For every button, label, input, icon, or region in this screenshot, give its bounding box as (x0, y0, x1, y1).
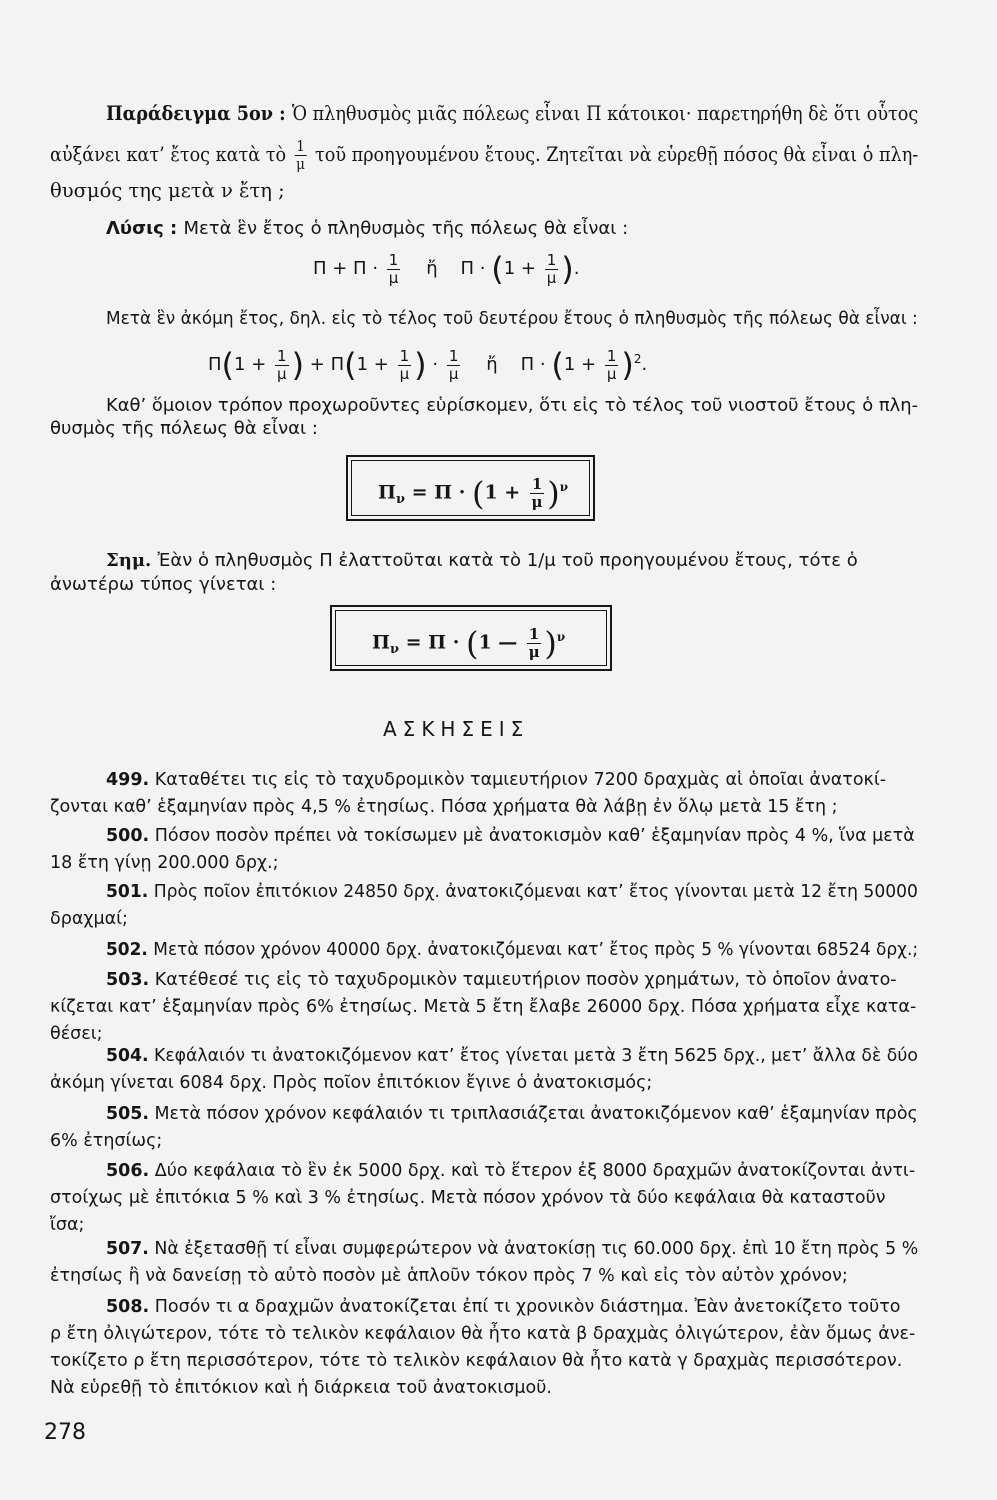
exercise-text: ἀκόμη γίνεται 6084 δρχ. Πρὸς ποῖον ἐπιτόκιον ἔγινε ὁ ἀνατοκισμός; (50, 1073, 653, 1093)
exercise-text: ἐτησίως ἢ νὰ δανείσῃ τὸ αὐτὸ ποσὸν μὲ ἁπλοῦν τόκον πρὸς 7 % καὶ εἰς τὸν αὐτὸν χρόνον; (50, 1266, 848, 1286)
exercise-item (106, 967, 897, 993)
exercise-number: 501. (106, 882, 149, 902)
exercise-text: Νὰ εὑρεθῇ τὸ ἐπιτόκιον καὶ ἡ διάρκεια τοῦ ἀνατοκισμοῦ. (50, 1378, 552, 1398)
exercise-line (50, 1263, 848, 1289)
formula-box-growth (346, 455, 595, 521)
exercise-number: 503. (106, 970, 150, 990)
exercise-line (50, 1021, 103, 1047)
exercise-text: ρ ἔτη ὀλιγώτερον, τότε τὸ τελικὸν κεφάλαιον θὰ ἦτο κατὰ β δραχμὰς ὀλιγώτερον, ἐὰν ὅμως ἀνε- (50, 1324, 916, 1344)
note-line-1: Σημ. Ἐὰν ὁ πληθυσμὸς Π ἐλαττοῦται κατὰ τὸ 1/μ τοῦ προηγουμένου ἔτους, τότε ὁ (106, 550, 858, 571)
exercise-text: ἴσα; (50, 1215, 85, 1235)
formula-year-two: Π(1 + $\frac{1}{\mu}$ ) + Π(1 + $\frac{1}{\mu}$ ) · $\frac{1}{\mu}$ ἤ Π · (1 + $\frac{1}{\mu}$ )$^2$. (208, 346, 648, 384)
exercise-text: Μετὰ πόσον χρόνον κεφάλαιόν τι τριπλασιάζεται ἀνατοκιζόμενον καθ’ ἑξαμηνίαν πρὸς (154, 1104, 918, 1124)
exercise-item (106, 1294, 900, 1320)
exercise-number: 504. (106, 1046, 149, 1066)
exercise-item (106, 1101, 918, 1127)
exercise-text: Πόσον ποσὸν πρέπει νὰ τοκίσωμεν μὲ ἀνατοκισμὸν καθ’ ἑξαμηνίαν πρὸς 4 %, ἵνα μετὰ (154, 826, 915, 846)
exercise-text: Ποσόν τι α δραχμῶν ἀνατοκίζεται ἐπί τι χρονικὸν διάστημα. Ἐὰν ἀνετοκίζετο τοῦτο (154, 1297, 901, 1317)
exercise-line (50, 1321, 915, 1347)
example-label: Παράδειγμα 5ον : (106, 102, 292, 125)
exercise-item (106, 1236, 918, 1262)
exercise-number: 508. (106, 1297, 150, 1317)
solution-line-1: Λύσις : Μετὰ ἓν ἔτος ὁ πληθυσμὸς τῆς πόλεως θὰ εἶναι : (106, 218, 629, 239)
solution-label: Λύσις : (106, 218, 184, 239)
exercise-text: Πρὸς ποῖον ἐπιτόκιον 24850 δρχ. ἀνατοκιζόμεναι κατ’ ἔτος γίνονται μετὰ 12 ἔτη 50000 (153, 882, 918, 902)
page-number: 278 (44, 1420, 86, 1445)
exercise-text: Δύο κεφάλαια τὸ ἓν ἐκ 5000 δρχ. καὶ τὸ ἕτερον ἐξ 8000 δραχμῶν ἀνατοκίζονται ἀντι- (154, 1161, 916, 1181)
exercise-text: Κατέθεσέ τις εἰς τὸ ταχυδρομικὸν ταμιευτήριον ποσὸν χρημάτων, τὸ ὁποῖον ἀνατο- (154, 970, 897, 990)
note-label: Σημ. (106, 550, 158, 571)
exercise-text: ζονται καθ’ ἑξαμηνίαν πρὸς 4,5 % ἐτησίως. Πόσα χρήματα θὰ λάβῃ ἐν ὅλῳ μετὰ 15 ἔτη ; (50, 797, 838, 817)
exercise-line (50, 1375, 552, 1401)
exercise-item (106, 879, 918, 905)
exercise-text: 18 ἔτη γίνῃ 200.000 δρχ.; (50, 853, 279, 873)
exercise-line (50, 1348, 902, 1374)
exercise-line (50, 906, 128, 932)
formula-growth: $\Pi_\nu = \Pi \cdot (1$ + $\frac{1}{\mu}$ )$^\nu$ (378, 474, 569, 513)
exercise-number: 505. (106, 1104, 149, 1124)
exercise-number: 500. (106, 826, 150, 846)
exercise-text: θέσει; (50, 1024, 103, 1044)
exercise-text: Καταθέτει τις εἰς τὸ ταχυδρομικὸν ταμιευτήριον 7200 δραχμὰς αἱ ὁποῖαι ἀνατοκί- (154, 770, 887, 790)
exercise-item (106, 1158, 915, 1184)
exercise-item (106, 823, 915, 849)
exercise-line (50, 1212, 84, 1238)
exercise-text: δραχμαί; (50, 909, 128, 929)
solution-line-3: Καθ’ ὅμοιον τρόπον προχωροῦντες εὑρίσκομεν, ὅτι εἰς τὸ τέλος τοῦ νιοστοῦ ἔτους ὁ πλη- (106, 395, 919, 416)
exercise-item (106, 1043, 918, 1069)
exercise-item (106, 767, 886, 793)
exercise-text: στοίχως μὲ ἐπιτόκια 5 % καὶ 3 % ἐτησίως. Μετὰ πόσον χρόνον τὰ δύο κεφάλαια θὰ καταστοῦν (50, 1188, 886, 1208)
note-line-2: ἀνωτέρω τύπος γίνεται : (50, 574, 277, 595)
exercise-line (50, 1185, 886, 1211)
exercise-item (106, 937, 918, 963)
solution-line-2: Μετὰ ἓν ἀκόμη ἔτος, δηλ. εἰς τὸ τέλος τοῦ δευτέρου ἔτους ὁ πληθυσμὸς τῆς πόλεως θὰ εἶναι : (106, 308, 918, 329)
exercise-line (50, 794, 838, 820)
exercise-line (50, 1128, 162, 1154)
formula-decay: $\Pi_\nu = \Pi \cdot (1$ — $\frac{1}{\mu}$ )$^\nu$ (372, 624, 566, 663)
exercise-text: 6% ἐτησίως; (50, 1131, 163, 1151)
exercise-number: 506. (106, 1161, 150, 1181)
exercise-number: 507. (106, 1239, 149, 1259)
example-line-2: αὐξάνει κατ’ ἔτος κατὰ τὸ $\frac{1}{\mu}$ τοῦ προηγουμένου ἔτους. Ζητεῖται νὰ εὑρεθῇ πόσος θὰ εἶναι ὁ πλη- (50, 137, 919, 173)
fraction-one-over-mu: $\frac{1}{\mu}$ (296, 137, 305, 173)
exercise-text: κίζεται κατ’ ἑξαμηνίαν πρὸς 6% ἐτησίως. Μετὰ 5 ἔτη ἔλαβε 26000 δρχ. Πόσα χρήματα εἶχε κατα- (50, 997, 917, 1017)
exercise-line (50, 1070, 652, 1096)
exercise-text: Μετὰ πόσον χρόνον 40000 δρχ. ἀνατοκιζόμεναι κατ’ ἔτος πρὸς 5 % γίνονται 68524 δρχ.; (153, 940, 919, 960)
formula-year-one: Π + Π · $\frac{1}{\mu}$ ἤ Π · (1 + $\frac{1}{\mu}$ ). (313, 250, 580, 288)
exercise-number: 502. (106, 940, 148, 960)
example-line-3: θυσμός της μετὰ ν ἔτη ; (50, 179, 285, 202)
example-line-1: Παράδειγμα 5ον : Ὁ πληθυσμὸς μιᾶς πόλεως εἶναι Π κάτοικοι· παρετηρήθη δὲ ὅτι οὗτος (106, 102, 919, 125)
exercise-line (50, 850, 279, 876)
exercise-text: Νὰ ἐξετασθῇ τί εἶναι συμφερώτερον νὰ ἀνατοκίσῃ τις 60.000 δρχ. ἐπὶ 10 ἔτη πρὸς 5 % (154, 1239, 919, 1259)
exercise-line (50, 994, 916, 1020)
exercises-heading: ΑΣΚΗΣΕΙΣ (383, 717, 530, 741)
formula-box-decay (330, 605, 612, 671)
solution-line-4: θυσμὸς τῆς πόλεως θὰ εἶναι : (50, 418, 318, 439)
exercise-number: 499. (106, 770, 150, 790)
exercise-text: Κεφάλαιόν τι ἀνατοκιζόμενον κατ’ ἔτος γίνεται μετὰ 3 ἔτη 5625 δρχ., μετ’ ἄλλα δὲ δύο (154, 1046, 918, 1066)
exercise-text: τοκίζετο ρ ἔτη περισσότερον, τότε τὸ τελικὸν κεφάλαιον θὰ ἦτο κατὰ γ δραχμὰς περισσότερον. (50, 1351, 903, 1371)
